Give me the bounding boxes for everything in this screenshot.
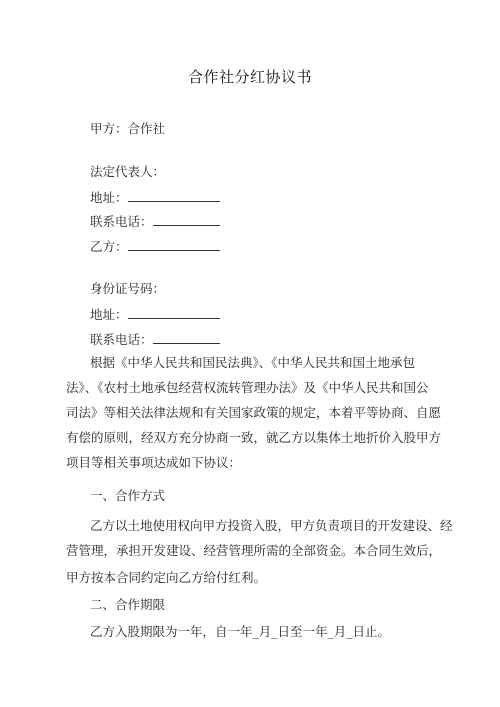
section1-line-2: 营管理，承担开发建设、经营管理所需的全部资金。本合同生效后， bbox=[66, 543, 442, 558]
section2-line-1: 乙方入股期限为一年，自一年_月_日至一年_月_日止。 bbox=[90, 624, 391, 639]
address-a-field bbox=[90, 189, 220, 206]
address-a-blank bbox=[128, 189, 220, 202]
id-number-line: 身份证号码： bbox=[90, 281, 166, 296]
address-a-label: 地址： bbox=[90, 190, 128, 205]
section1-heading: 一、合作方式 bbox=[90, 488, 166, 503]
section1-line-1: 乙方以土地使用权向甲方投资入股，甲方负责项目的开发建设、经 bbox=[90, 518, 453, 533]
phone-a-field bbox=[90, 213, 220, 230]
address-b-label: 地址： bbox=[90, 307, 128, 322]
intro-line-5: 项目等相关事项达成如下协议： bbox=[66, 455, 242, 470]
phone-b-field bbox=[90, 331, 220, 348]
phone-b-label: 联系电话： bbox=[90, 332, 153, 347]
party-b-label: 乙方： bbox=[90, 239, 128, 254]
party-a-line: 甲方：合作社 bbox=[90, 121, 166, 136]
party-b-field bbox=[90, 238, 220, 255]
party-b-blank bbox=[128, 238, 220, 251]
intro-line-2: 法》、《农村土地承包经营权流转管理办法》及《中华人民共和国公 bbox=[66, 380, 429, 395]
phone-b-blank bbox=[153, 331, 220, 344]
section1-line-3: 甲方按本合同约定向乙方给付红利。 bbox=[66, 570, 267, 585]
intro-line-4: 有偿的原则，经双方充分协商一致，就乙方以集体土地折价入股甲方 bbox=[66, 430, 442, 445]
intro-line-1: 根据《中华人民共和国民法典》、《中华人民共和国土地承包 bbox=[90, 355, 416, 370]
intro-line-3: 司法》等相关法律法规和有关国家政策的规定，本着平等协商、自愿 bbox=[66, 405, 442, 420]
section2-heading: 二、合作期限 bbox=[90, 597, 166, 612]
phone-a-label: 联系电话： bbox=[90, 214, 153, 229]
address-b-blank bbox=[128, 306, 220, 319]
document-title: 合作社分红协议书 bbox=[187, 68, 312, 86]
legal-rep-line: 法定代表人： bbox=[90, 164, 166, 179]
phone-a-blank bbox=[153, 213, 220, 226]
address-b-field bbox=[90, 306, 220, 323]
